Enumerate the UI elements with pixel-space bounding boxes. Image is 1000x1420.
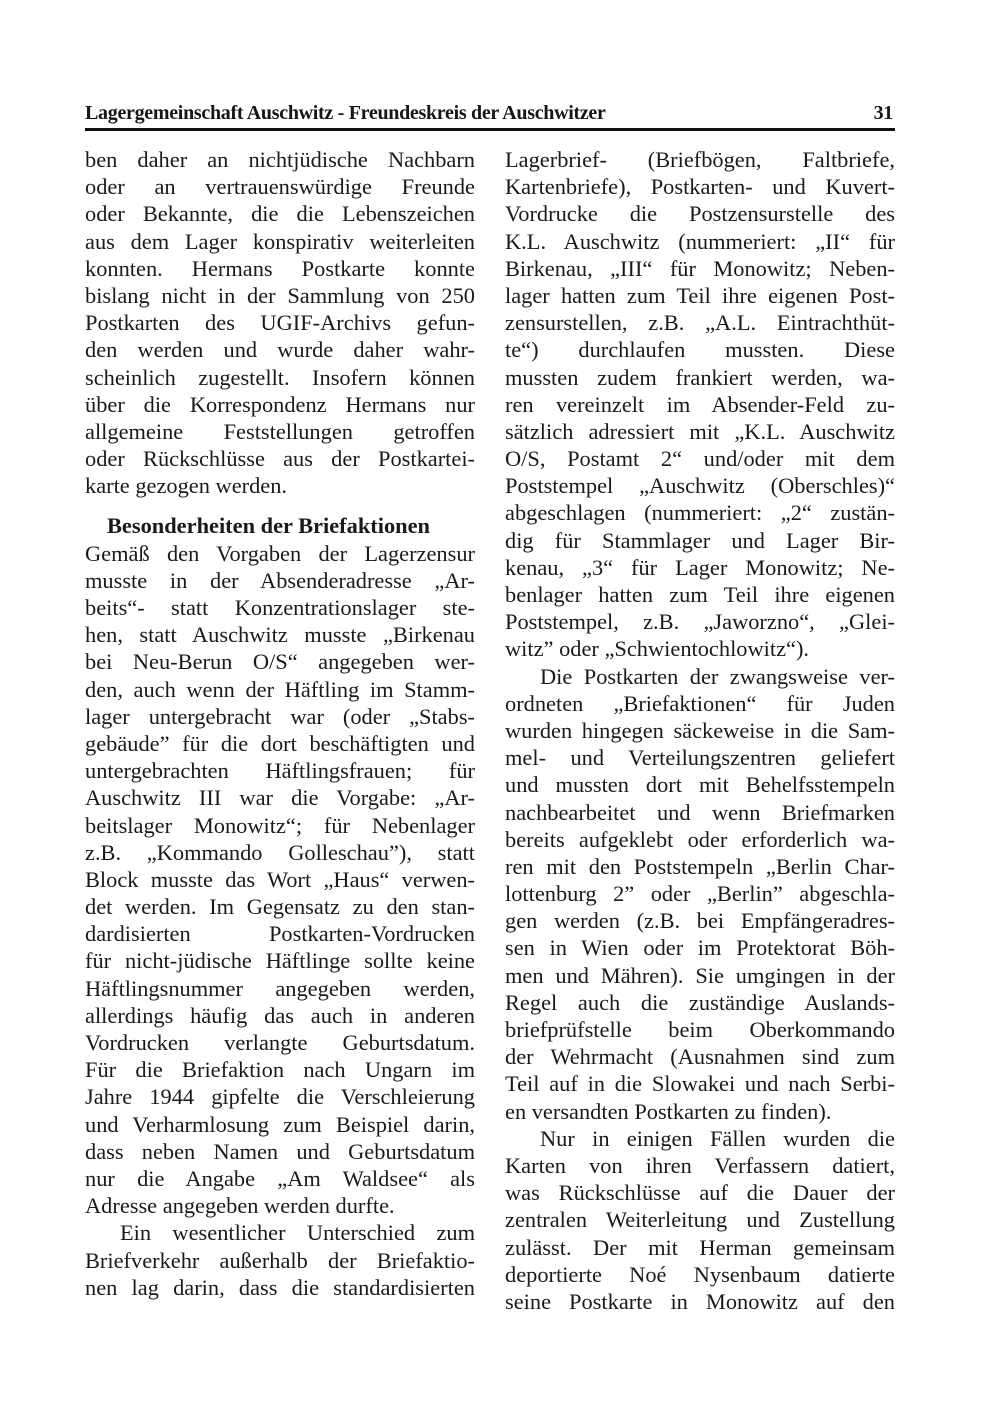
text-line: allgemeine Feststellungen getroffen xyxy=(85,418,475,444)
paragraph xyxy=(85,146,475,499)
text-line: den werden und wurde daher wahr- xyxy=(85,337,475,363)
running-header-title: Lagergemeinschaft Auschwitz - Freundeskreis der Auschwitzer xyxy=(85,102,606,124)
text-line: Vordrucken verlangte Geburtsdatum. xyxy=(85,1030,475,1055)
text-line: nur die Angabe „Am Waldsee“ als xyxy=(85,1165,475,1191)
text-line: Postkarten des UGIF-Archivs gefun- xyxy=(85,310,475,336)
text-line: Auschwitz III war die Vorgabe: „Ar- xyxy=(85,785,475,811)
text-line: kenau, „3“ für Lager Monowitz; Ne- xyxy=(505,554,895,580)
text-line: Karten von ihren Verfassern datiert, xyxy=(505,1152,895,1178)
text-line: te“) durchlaufen mussten. Diese xyxy=(505,337,895,363)
text-line: dardisierten Postkarten-Vordrucken xyxy=(85,921,475,947)
text-line: Ein wesentlicher Unterschied zum xyxy=(120,1220,475,1246)
paragraph xyxy=(505,1125,895,1315)
left-column xyxy=(85,146,475,1301)
text-line: briefprüfstelle beim Oberkommando xyxy=(505,1017,895,1042)
text-line: Teil auf in die Slowakei und nach Serbi- xyxy=(505,1071,895,1097)
text-line: sätzlich adressiert mit „K.L. Auschwitz xyxy=(505,418,895,444)
text-line: seine Postkarte in Monowitz auf den xyxy=(505,1288,895,1314)
text-line: oder an vertrauenswürdige Freunde xyxy=(85,174,475,200)
text-line: zentralen Weiterleitung und Zustellung xyxy=(505,1207,895,1233)
text-line: Regel auch die zuständige Auslands- xyxy=(505,989,895,1015)
text-line: allerdings häufig das auch in anderen xyxy=(85,1002,475,1028)
text-line: konnten. Hermans Postkarte konnte xyxy=(85,255,475,281)
right-column xyxy=(505,146,895,1315)
text-line: Block musste das Wort „Haus“ verwen- xyxy=(85,866,475,892)
text-line: musste in der Absenderadresse „Ar- xyxy=(85,567,475,593)
text-line: bislang nicht in der Sammlung von 250 xyxy=(85,282,475,308)
text-line: wurden hingegen säckeweise in die Sam- xyxy=(505,717,895,743)
text-line: bereits aufgeklebt oder erforderlich wa- xyxy=(505,826,895,852)
text-line: beits“- statt Konzentrationslager ste- xyxy=(85,595,475,620)
text-line: deportierte Noé Nysenbaum datierte xyxy=(505,1261,895,1287)
text-line: Birkenau, „III“ für Monowitz; Neben- xyxy=(505,255,895,281)
text-line: Briefverkehr außerhalb der Briefaktio- xyxy=(85,1247,475,1273)
text-line: über die Korrespondenz Hermans nur xyxy=(85,391,475,417)
text-line: lager hatten zum Teil ihre eigenen Post- xyxy=(505,282,895,308)
text-line: Poststempel „Auschwitz (Oberschles)“ xyxy=(505,473,895,499)
text-line: gen werden (z.B. bei Empfängeradres- xyxy=(505,908,895,934)
text-line: oder Rückschlüsse aus der Postkartei- xyxy=(85,446,475,472)
text-line: zulässt. Der mit Herman gemeinsam xyxy=(505,1234,895,1260)
text-line: Kartenbriefe), Postkarten- und Kuvert- xyxy=(505,174,895,200)
text-line: lottenburg 2” oder „Berlin” abgeschla- xyxy=(505,881,895,907)
text-line: dass neben Namen und Geburtsdatum xyxy=(85,1138,475,1164)
text-line: Häftlingsnummer angegeben werden, xyxy=(85,975,475,1001)
text-line: und Verharmlosung zum Beispiel darin, xyxy=(85,1111,475,1137)
page-number: 31 xyxy=(873,102,893,124)
paragraph xyxy=(85,540,475,1220)
text-line: Gemäß den Vorgaben der Lagerzensur xyxy=(85,540,475,566)
text-line: Poststempel, z.B. „Jaworzno“, „Glei- xyxy=(505,609,895,635)
text-line: beitslager Monowitz“; für Nebenlager xyxy=(85,812,475,838)
paragraph xyxy=(505,663,895,1125)
text-line: was Rückschlüsse auf die Dauer der xyxy=(505,1180,895,1206)
text-line: zensurstellen, z.B. „A.L. Eintrachthüt- xyxy=(505,310,895,336)
text-line: nen lag darin, dass die standardisierten xyxy=(85,1274,475,1300)
text-line: der Wehrmacht (Ausnahmen sind zum xyxy=(505,1044,895,1070)
text-line: K.L. Auschwitz (nummeriert: „II“ für xyxy=(505,228,895,254)
text-line: karte gezogen werden. xyxy=(85,473,288,499)
text-line: sen in Wien oder im Protektorat Böh- xyxy=(505,935,895,961)
text-line: bei Neu-Berun O/S“ angegeben wer- xyxy=(85,649,475,675)
section-heading: Besonderheiten der Briefaktionen xyxy=(107,513,430,539)
text-line: mussten zudem frankiert werden, wa- xyxy=(505,364,895,390)
text-line: Jahre 1944 gipfelte die Verschleierung xyxy=(85,1084,475,1110)
text-line: dig für Stammlager und Lager Bir- xyxy=(505,527,895,553)
text-line: Für die Briefaktion nach Ungarn im xyxy=(85,1057,475,1083)
text-line: witz” oder „Schwientochlowitz“). xyxy=(505,636,810,662)
text-line: und mussten dort mit Behelfsstempeln xyxy=(505,772,895,798)
text-line: gebäude” für die dort beschäftigten und xyxy=(85,730,475,756)
text-line: ordneten „Briefaktionen“ für Juden xyxy=(505,690,895,716)
text-line: Vordrucke die Postzensurstelle des xyxy=(505,201,895,227)
text-line: hen, statt Auschwitz musste „Birkenau xyxy=(85,622,475,648)
text-line: men und Mähren). Sie umgingen in der xyxy=(505,962,895,988)
text-line: mel- und Verteilungszentren geliefert xyxy=(505,745,895,771)
text-line: oder Bekannte, die die Lebenszeichen xyxy=(85,201,475,227)
text-line: ben daher an nichtjüdische Nachbarn xyxy=(85,147,475,172)
text-line: ren mit den Poststempeln „Berlin Char- xyxy=(505,853,895,879)
text-line: scheinlich zugestellt. Insofern können xyxy=(85,364,475,390)
text-line: Die Postkarten der zwangsweise ver- xyxy=(540,663,895,689)
text-line: abgeschlagen (nummeriert: „2“ zustän- xyxy=(505,500,895,526)
paragraph xyxy=(505,146,895,663)
text-line: lager untergebracht war (oder „Stabs- xyxy=(85,703,475,729)
text-line: ren vereinzelt im Absender-Feld zu- xyxy=(505,391,895,417)
text-line: z.B. „Kommando Golleschau”), statt xyxy=(85,839,475,865)
text-line: O/S, Postamt 2“ und/oder mit dem xyxy=(505,446,895,472)
running-header xyxy=(85,100,895,128)
paragraph xyxy=(85,1219,475,1301)
text-line: untergebrachten Häftlingsfrauen; für xyxy=(85,758,475,784)
text-line: den, auch wenn der Häftling im Stamm- xyxy=(85,676,475,702)
text-line: für nicht-jüdische Häftlinge sollte keine xyxy=(85,948,475,974)
text-line: det werden. Im Gegensatz zu den stan- xyxy=(85,894,475,920)
text-line: Nur in einigen Fällen wurden die xyxy=(540,1125,895,1151)
text-line: Lagerbrief- (Briefbögen, Faltbriefe, xyxy=(505,147,895,172)
header-rule xyxy=(85,128,895,131)
text-line: nachbearbeitet und wenn Briefmarken xyxy=(505,799,895,825)
text-line: benlager hatten zum Teil ihre eigenen xyxy=(505,582,895,607)
text-line: en versandten Postkarten zu finden). xyxy=(505,1098,832,1124)
text-line: aus dem Lager konspirativ weiterleiten xyxy=(85,228,475,254)
text-line: Adresse angegeben werden durfte. xyxy=(85,1193,395,1219)
